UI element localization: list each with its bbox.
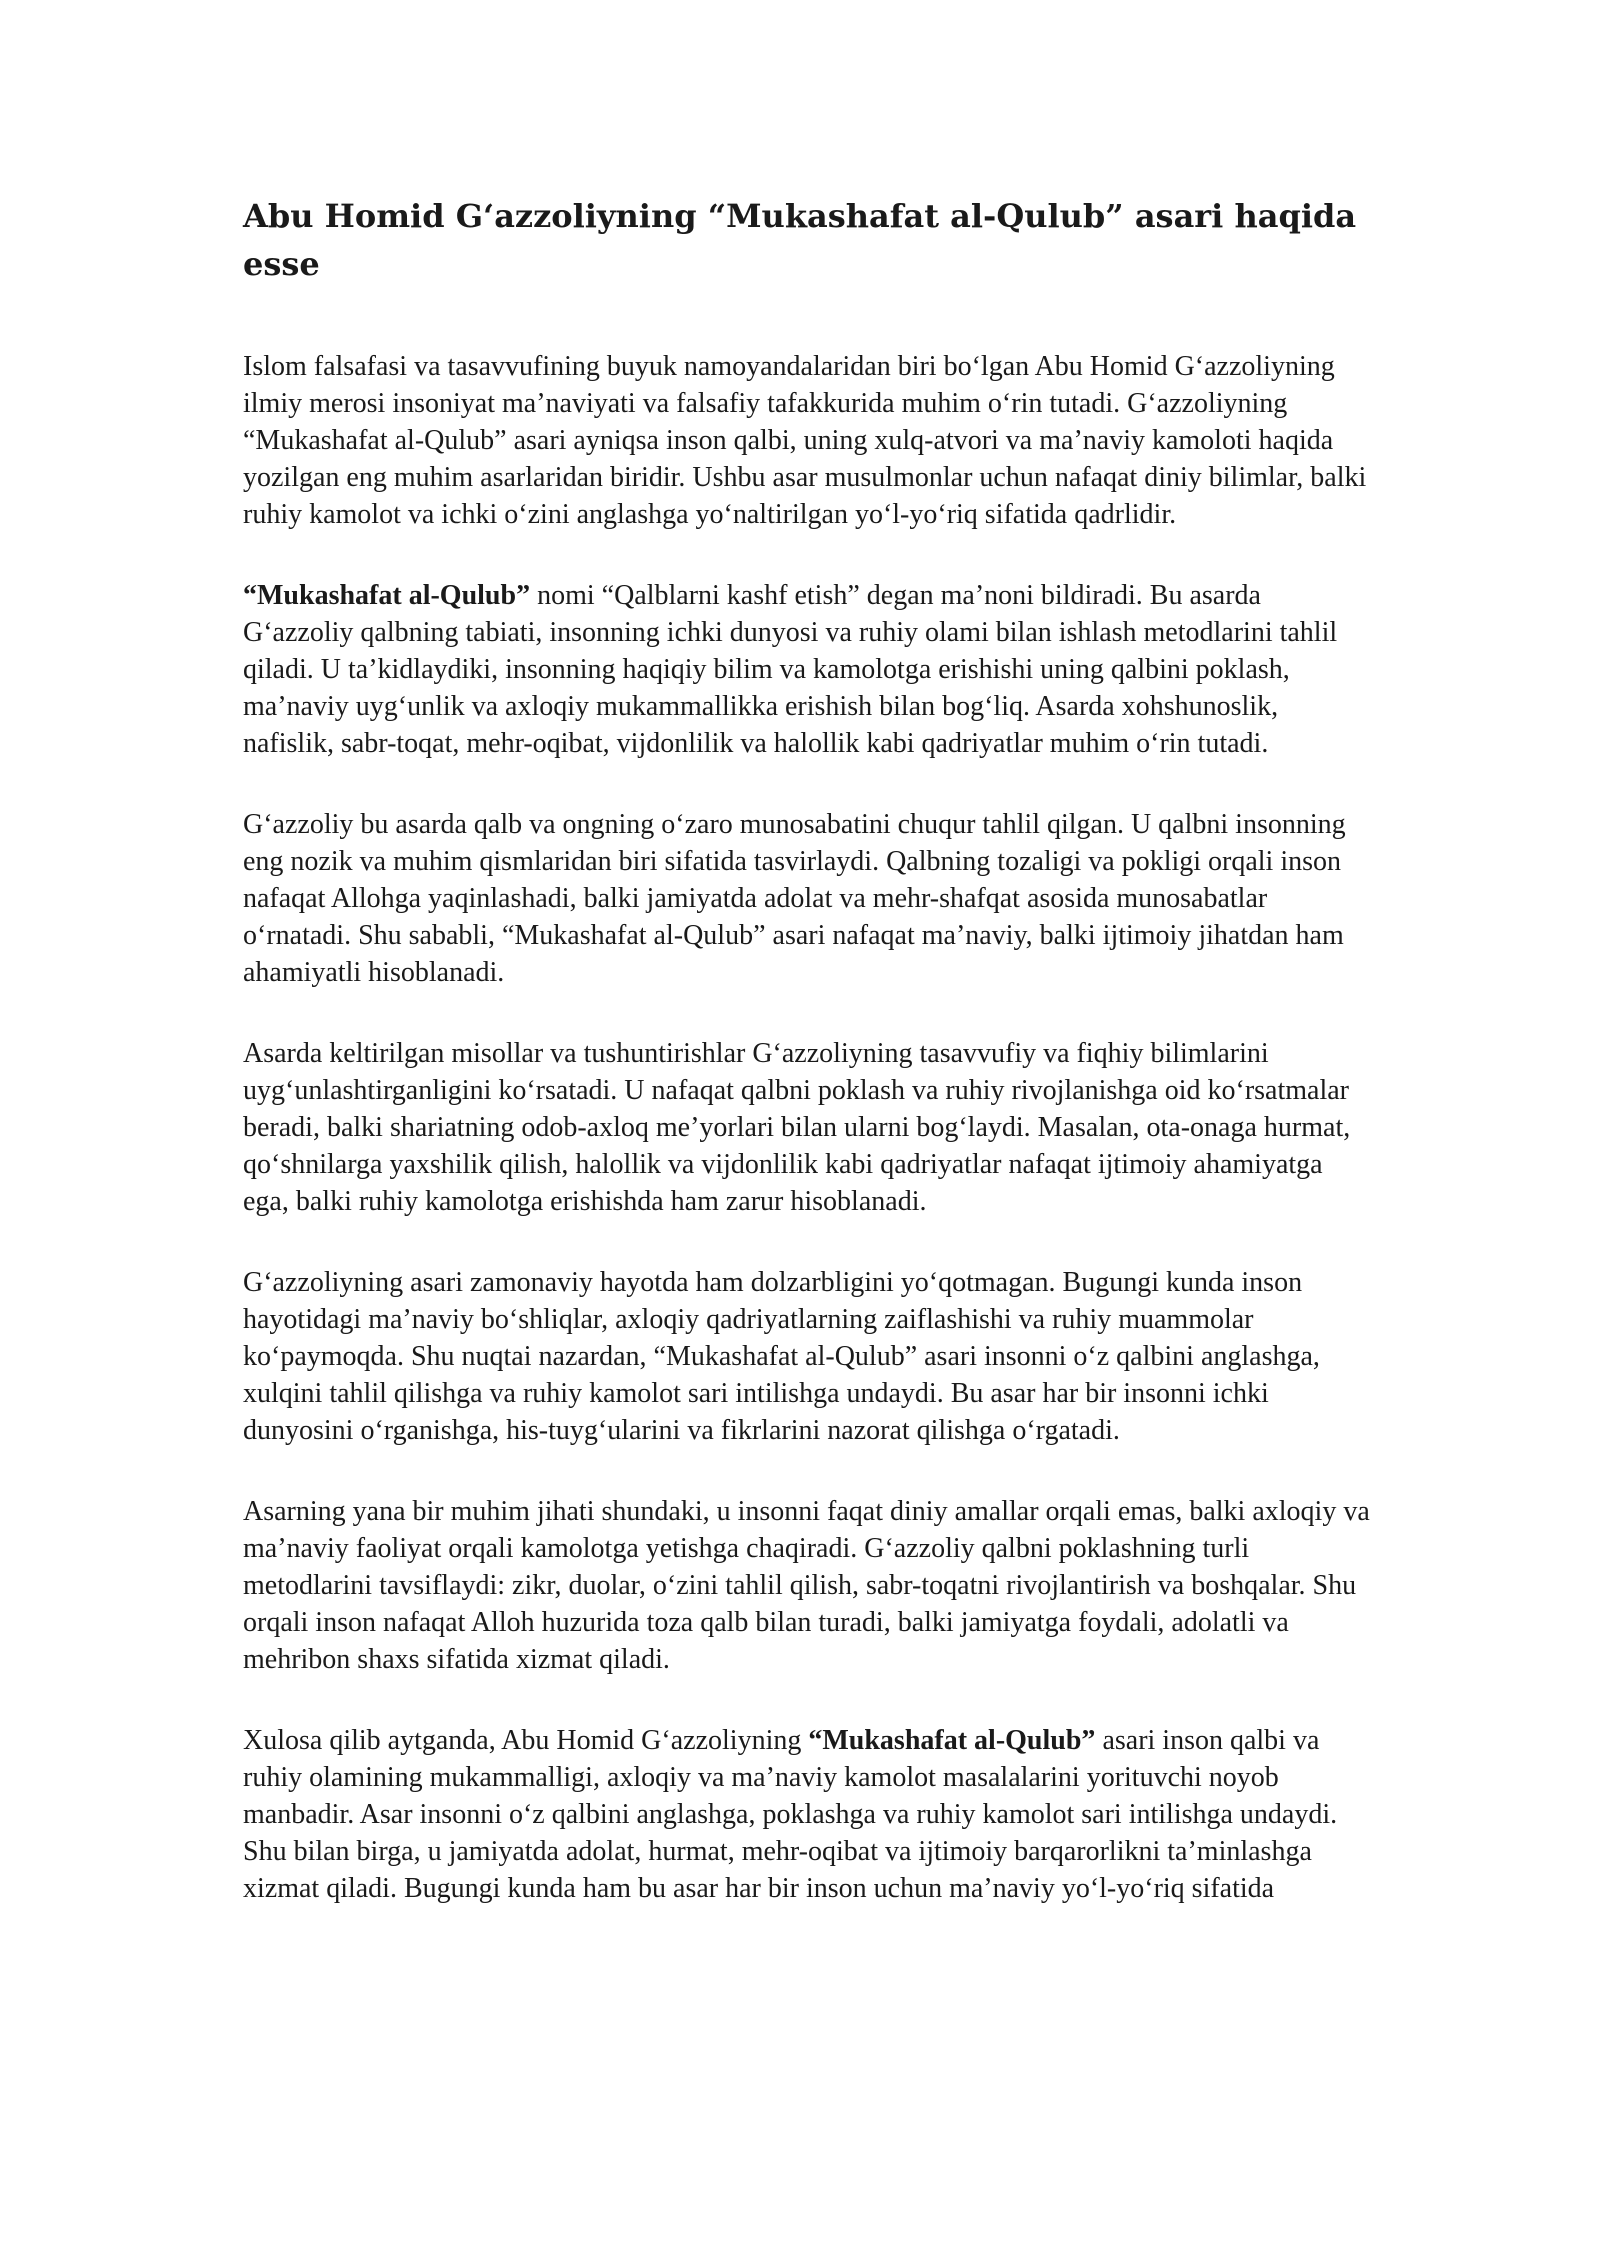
paragraph-6 [243,1493,1373,1678]
paragraph-3-text: G‘azzoliy bu asarda qalb va ongning o‘zaro munosabatini chuqur tahlil qilgan. U qalbni insonning eng nozik va muhim qismlaridan biri sifatida tasvirlaydi. Qalbning tozaligi va pokligi orqali inson nafaqat Allohga yaqinlashadi, balki jamiyatda adolat va mehr-shafqat asosida munosabatlar o‘rnatadi. Shu sababli, “Mukashafat al-Qulub” asari nafaqat ma’naviy, balki ijtimoiy jihatdan ham ahamiyatli hisoblanadi. [243,809,1346,988]
paragraph-5 [243,1264,1373,1449]
paragraph-2-text: nomi “Qalblarni kashf etish” degan ma’noni bildiradi. Bu asarda G‘azzoliy qalbning tabiati, insonning ichki dunyosi va ruhiy olami bilan ishlash metodlarini tahlil qiladi. U ta’kidlaydiki, insonning haqiqiy bilim va kamolotga erishishi uning qalbini poklash, ma’naviy uyg‘unlik va axloqiy mukammallikka erishish bilan bog‘liq. Asarda xohshunoslik, nafislik, sabr-toqat, mehr-oqibat, vijdonlilik va halollik kabi qadriyatlar muhim o‘rin tutadi. [243,580,1338,759]
paragraph-4 [243,1035,1373,1220]
paragraph-5-text: G‘azzoliyning asari zamonaviy hayotda ham dolzarbligini yo‘qotmagan. Bugungi kunda inson hayotidagi ma’naviy bo‘shliqlar, axloqiy qadriyatlarning zaiflashishi va ruhiy muammolar ko‘paymoqda. Shu nuqtai nazardan, “Mukashafat al-Qulub” asari insonni o‘z qalbini anglashga, xulqini tahlil qilishga va ruhiy kamolot sari intilishga undaydi. Bu asar har bir insonni ichki dunyosini o‘rganishga, his-tuyg‘ularini va fikrlarini nazorat qilishga o‘rgatadi. [243,1267,1320,1446]
paragraph-7 [243,1722,1373,1907]
paragraph-7-bold-title: “Mukashafat al-Qulub” [808,1725,1096,1756]
paragraph-2 [243,577,1373,762]
document-page [243,192,1373,1951]
paragraph-2-bold-lead: “Mukashafat al-Qulub” [243,580,531,611]
paragraph-4-text: Asarda keltirilgan misollar va tushuntirishlar G‘azzoliyning tasavvufiy va fiqhiy bilimlarini uyg‘unlashtirganligini ko‘rsatadi. U nafaqat qalbni poklash va ruhiy rivojlanishga oid ko‘rsatmalar beradi, balki shariatning odob-axloq me’yorlari bilan ularni bog‘laydi. Masalan, ota-onaga hurmat, qo‘shnilarga yaxshilik qilish, halollik va vijdonlilik kabi qadriyatlar nafaqat ijtimoiy ahamiyatga ega, balki ruhiy kamolotga erishishda ham zarur hisoblanadi. [243,1038,1351,1217]
paragraph-3 [243,806,1373,991]
paragraph-1-text: Islom falsafasi va tasavvufining buyuk namoyandalaridan biri bo‘lgan Abu Homid G‘azzoliyning ilmiy merosi insoniyat ma’naviyati va falsafiy tafakkurida muhim o‘rin tutadi. G‘azzoliyning “Mukashafat al-Qulub” asari ayniqsa inson qalbi, uning xulq-atvori va ma’naviy kamoloti haqida yozilgan eng muhim asarlaridan biridir. Ushbu asar musulmonlar uchun nafaqat diniy bilimlar, balki ruhiy kamolot va ichki o‘zini anglashga yo‘naltirilgan yo‘l-yo‘riq sifatida qadrlidir. [243,351,1367,530]
document-title: Abu Homid G‘azzoliyning “Mukashafat al-Qulub” asari haqida esse [243,197,1357,283]
paragraph-6-text: Asarning yana bir muhim jihati shundaki, u insonni faqat diniy amallar orqali emas, balki axloqiy va ma’naviy faoliyat orqali kamolotga yetishga chaqiradi. G‘azzoliy qalbni poklashning turli metodlarini tavsiflaydi: zikr, duolar, o‘zini tahlil qilish, sabr-toqatni rivojlantirish va boshqalar. Shu orqali inson nafaqat Alloh huzurida toza qalb bilan turadi, balki jamiyatga foydali, adolatli va mehribon shaxs sifatida xizmat qiladi. [243,1496,1370,1675]
paragraph-7-text-before: Xulosa qilib aytganda, Abu Homid G‘azzoliyning [243,1725,809,1756]
paragraph-7-text-after: asari inson qalbi va ruhiy olamining mukammalligi, axloqiy va ma’naviy kamolot masalalarini yorituvchi noyob manbadir. Asar insonni o‘z qalbini anglashga, poklashga va ruhiy kamolot sari intilishga undaydi. Shu bilan birga, u jamiyatda adolat, hurmat, mehr-oqibat va ijtimoiy barqarorlikni ta’minlashga xizmat qiladi. Bugungi kunda ham bu asar har bir inson uchun ma’naviy yo‘l-yo‘riq sifatida [243,1725,1338,1904]
paragraph-1 [243,348,1373,533]
